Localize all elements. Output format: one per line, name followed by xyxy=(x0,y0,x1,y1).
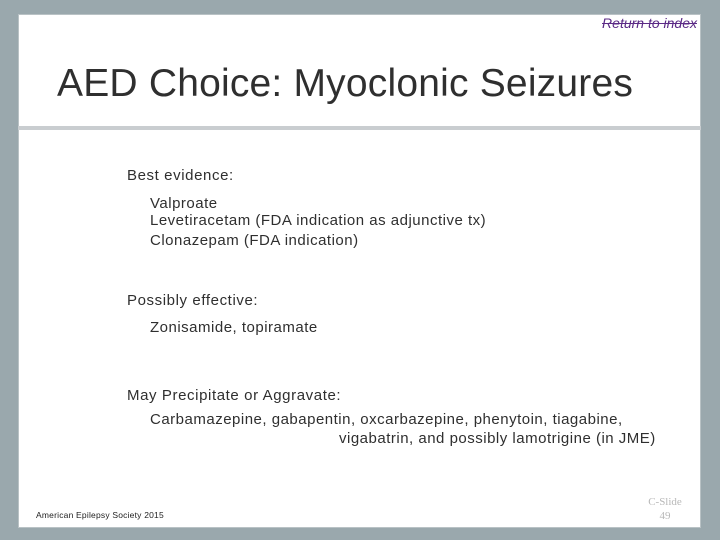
slide-number-label: C-Slide xyxy=(648,496,682,508)
slide-title: AED Choice: Myoclonic Seizures xyxy=(57,62,634,105)
slide-content xyxy=(18,14,701,528)
section-heading-possibly-effective: Possibly effective: xyxy=(127,292,259,309)
list-item: Valproate xyxy=(150,195,218,212)
return-to-index-link[interactable]: Return to index xyxy=(602,15,697,31)
list-item: Carbamazepine, gabapentin, oxcarbazepine, phenytoin, tiagabine, xyxy=(150,411,623,428)
footer-text: American Epilepsy Society 2015 xyxy=(36,510,164,520)
list-item: Clonazepam (FDA indication) xyxy=(150,232,359,249)
section-heading-may-precipitate: May Precipitate or Aggravate: xyxy=(127,387,342,404)
list-item: Zonisamide, topiramate xyxy=(150,319,318,336)
slide-number xyxy=(640,495,690,523)
slide xyxy=(18,14,701,528)
slide-number-value: 49 xyxy=(659,510,671,522)
section-heading-best-evidence: Best evidence: xyxy=(127,167,234,184)
list-item: Levetiracetam (FDA indication as adjunctive tx) xyxy=(150,212,487,229)
list-item-continuation: vigabatrin, and possibly lamotrigine (in JME) xyxy=(339,430,656,447)
